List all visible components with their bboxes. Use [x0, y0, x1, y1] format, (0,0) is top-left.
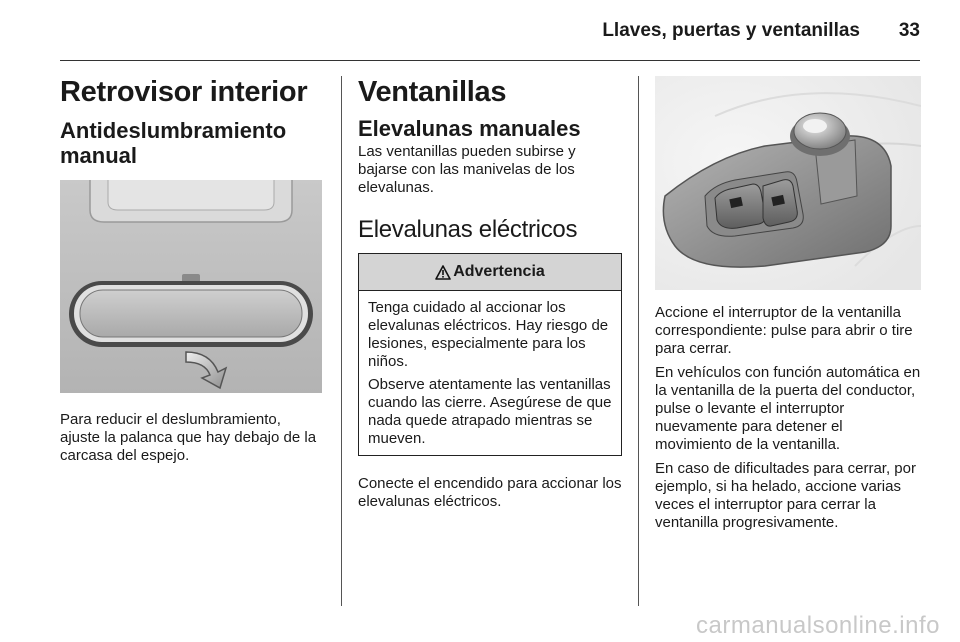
mirror-instructions: Para reducir el deslumbramiento, ajuste la palanca que hay debajo de la carcasa del espejo. — [60, 411, 317, 464]
window-switch-illustration — [655, 76, 921, 290]
section-heading-rearview-mirror: Retrovisor interior — [60, 76, 308, 108]
warning-paragraph-2: Observe atentamente las ventanillas cuando las cierre. Asegúrese de que nada quede atrapado mientras se mueven. — [368, 376, 612, 447]
column-1 — [60, 76, 324, 465]
subheading-antiglare: Antideslumbramiento manual — [60, 118, 287, 168]
warning-box — [358, 253, 622, 456]
subheading-manual-windows: Elevalunas manuales — [358, 116, 581, 141]
warning-body — [359, 291, 621, 455]
auto-function-text: En vehículos con función automática en la ventanilla de la puerta del conductor, pulse o levante el interruptor nuevamente para detener el movimiento de la ventanilla. — [655, 364, 921, 453]
column-2 — [358, 76, 622, 511]
ignition-note: Conecte el encendido para accionar los elevalunas eléctricos. — [358, 475, 622, 510]
rearview-mirror-illustration — [60, 180, 322, 393]
switch-instructions: Accione el interruptor de la ventanilla correspondiente: pulse para abrir o tire para cerrar. — [655, 304, 913, 357]
page-number: 33 — [898, 20, 920, 41]
manual-windows-text: Las ventanillas pueden subirse y bajarse con las manivelas de los elevalunas. — [358, 143, 576, 196]
page-header-title: Llaves, puertas y ventanillas — [602, 20, 860, 41]
column-divider-1 — [341, 76, 342, 606]
section-heading-windows: Ventanillas — [358, 76, 507, 108]
column-divider-2 — [638, 76, 639, 606]
watermark: carmanualsonline.info — [696, 612, 940, 639]
closing-difficulties-text: En caso de dificultades para cerrar, por ejemplo, si ha helado, accione varias veces el interruptor para cerrar la ventanilla progresivamente. — [655, 460, 916, 531]
warning-paragraph-1: Tenga cuidado al accionar los elevalunas eléctricos. Hay riesgo de lesiones, especialmente para los niños. — [368, 299, 609, 370]
warning-header — [359, 254, 621, 291]
warning-title: Advertencia — [453, 263, 545, 280]
subheading-power-windows: Elevalunas eléctricos — [358, 216, 578, 243]
column-3 — [655, 76, 921, 532]
header-divider — [60, 60, 920, 61]
warning-triangle-icon — [435, 265, 451, 280]
